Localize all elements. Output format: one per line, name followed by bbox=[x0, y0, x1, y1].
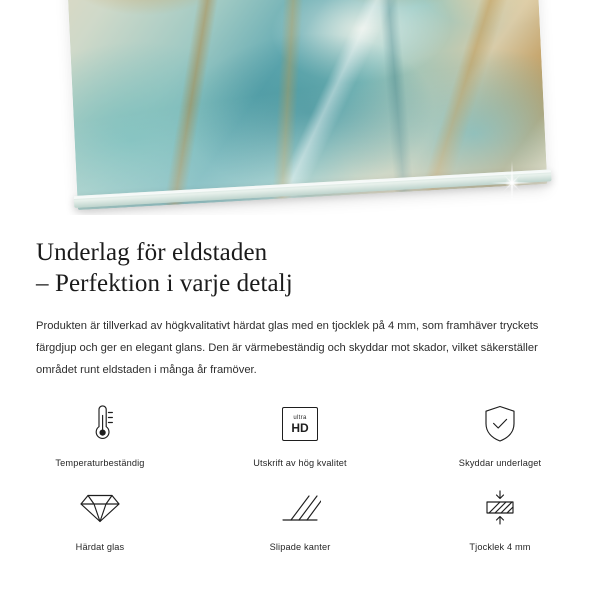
feature-item-print-quality bbox=[200, 392, 400, 468]
feature-grid bbox=[0, 392, 600, 552]
polished-edges-icon bbox=[273, 484, 327, 532]
feature-item-protection bbox=[400, 392, 600, 468]
headline-line-2: – Perfektion i varje detalj bbox=[36, 270, 293, 297]
feature-label: Tjocklek 4 mm bbox=[469, 542, 531, 552]
feature-label: Härdat glas bbox=[75, 542, 125, 552]
shield-check-icon bbox=[473, 400, 527, 448]
feature-item-polished-edges bbox=[200, 476, 400, 552]
content-block bbox=[0, 215, 600, 381]
feature-item-thickness bbox=[400, 476, 600, 552]
page-title bbox=[0, 215, 600, 299]
description-paragraph: Produkten är tillverkad av högkvalitativt härdat glas med en tjocklek på 4 mm, som framhäver tryckets färgdjup och ger en elegant glans. Den är värmebeständig och skyddar mot skador, vilket säkerställer området runt eldstaden i många år framöver. bbox=[36, 320, 539, 376]
feature-item-tempered-glass bbox=[0, 476, 200, 552]
feature-label: Temperaturbeständig bbox=[55, 458, 145, 468]
ultra-hd-badge-bottom: HD bbox=[291, 420, 309, 435]
hero-image-inner bbox=[0, 0, 600, 215]
ultra-hd-badge-top: ultra bbox=[293, 414, 307, 421]
feature-label: Slipade kanter bbox=[269, 542, 331, 552]
ultra-hd-icon bbox=[273, 400, 327, 448]
thickness-arrows-icon bbox=[473, 484, 527, 532]
thermometer-icon bbox=[73, 400, 127, 448]
feature-label: Skyddar underlaget bbox=[458, 458, 542, 468]
ultra-hd-badge bbox=[282, 407, 318, 441]
hero-image bbox=[0, 0, 600, 215]
feature-item-temperature bbox=[0, 392, 200, 468]
feature-label: Utskrift av hög kvalitet bbox=[253, 458, 347, 468]
diamond-icon bbox=[73, 484, 127, 532]
headline-line-1: Underlag för eldstaden bbox=[36, 239, 268, 266]
